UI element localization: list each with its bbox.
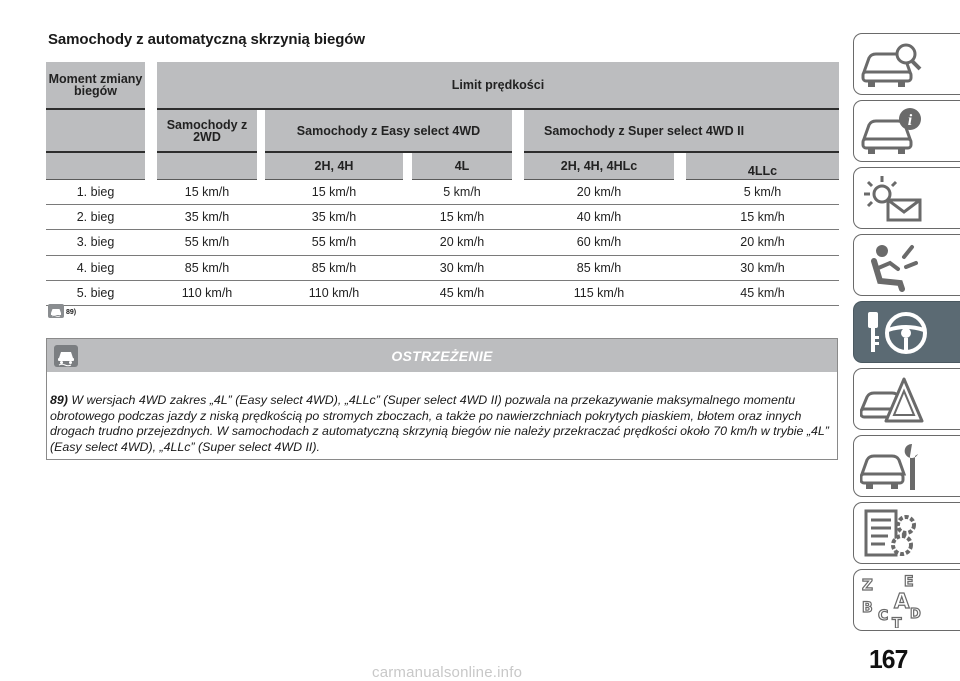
sidebar-tab-info[interactable] bbox=[853, 100, 960, 162]
sidebar-tab-starting-driving[interactable] bbox=[853, 301, 960, 363]
note-reference[interactable] bbox=[48, 304, 76, 318]
value-cell: 20 km/h bbox=[412, 230, 512, 255]
note-number: 89) bbox=[66, 309, 77, 316]
value-cell: 110 km/h bbox=[157, 280, 257, 305]
table-row bbox=[46, 255, 839, 280]
gear-cell: 3. bieg bbox=[46, 230, 145, 255]
sidebar-tab-technical-data[interactable] bbox=[853, 502, 960, 564]
value-cell: 35 km/h bbox=[157, 205, 257, 230]
warning-header bbox=[47, 339, 837, 372]
sub-super-2h4h4hlc: 2H, 4H, 4HLc bbox=[524, 152, 674, 180]
sidebar-tab-safety[interactable] bbox=[853, 234, 960, 296]
sidebar-tab-index[interactable] bbox=[853, 569, 960, 631]
warning-text bbox=[50, 393, 838, 455]
value-cell: 30 km/h bbox=[686, 255, 839, 280]
svg-text:E: E bbox=[904, 574, 914, 590]
table-row bbox=[46, 205, 839, 230]
svg-text:i: i bbox=[907, 112, 913, 129]
header-2wd: Samochody z 2WD bbox=[157, 109, 257, 152]
spec-sheet-gears-icon bbox=[860, 507, 924, 561]
svg-text:B: B bbox=[862, 600, 873, 616]
value-cell: 35 km/h bbox=[265, 205, 403, 230]
key-steering-wheel-icon bbox=[860, 306, 930, 360]
watermark[interactable]: carmanualsonline.info bbox=[372, 664, 523, 681]
value-cell: 20 km/h bbox=[686, 230, 839, 255]
value-cell: 20 km/h bbox=[524, 180, 674, 205]
svg-text:C: C bbox=[878, 608, 889, 624]
table-row bbox=[46, 230, 839, 255]
table-row bbox=[46, 280, 839, 305]
gear-cell: 1. bieg bbox=[46, 180, 145, 205]
value-cell: 110 km/h bbox=[265, 280, 403, 305]
sidebar-tab-dashboard[interactable] bbox=[853, 33, 960, 95]
value-cell: 115 km/h bbox=[524, 280, 674, 305]
sub-easy-4l: 4L bbox=[412, 152, 512, 180]
value-cell: 55 km/h bbox=[157, 230, 257, 255]
table-row bbox=[46, 180, 839, 205]
sidebar-tab-emergency[interactable] bbox=[853, 368, 960, 430]
svg-text:A: A bbox=[894, 589, 910, 613]
gear-cell: 2. bieg bbox=[46, 205, 145, 230]
value-cell: 45 km/h bbox=[412, 280, 512, 305]
page-number: 167 bbox=[869, 644, 908, 674]
value-cell: 85 km/h bbox=[157, 255, 257, 280]
value-cell: 5 km/h bbox=[686, 180, 839, 205]
page-title: Samochody z automatyczną skrzynią biegów bbox=[48, 31, 365, 48]
value-cell: 30 km/h bbox=[412, 255, 512, 280]
car-magnifier-icon bbox=[860, 38, 924, 92]
value-cell: 60 km/h bbox=[524, 230, 674, 255]
warning-body: W wersjach 4WD zakres „4L” (Easy select 4WD), „4LLc” (Super select 4WD II) pozwala na przekazywanie maksymalnego momentu obrotowego podczas jazdy z niską prędkością po stromych zboczach, a także po nawierzchniach pokrytych piaskiem, błotem oraz innych drogach trudno przejezdnych. W samochodach z automatyczną skrzynią biegów nie należy przekraczać prędkości około 70 km/h w trybie „4L” (Easy select 4WD), „4LLc” (Super select 4WD II). bbox=[50, 393, 829, 454]
gear-cell: 5. bieg bbox=[46, 280, 145, 305]
speed-limit-table bbox=[46, 62, 839, 306]
svg-text:Z: Z bbox=[862, 576, 873, 594]
warning-number: 89) bbox=[50, 393, 68, 407]
value-cell: 40 km/h bbox=[524, 205, 674, 230]
sub-easy-2h4h: 2H, 4H bbox=[265, 152, 403, 180]
car-wrench-icon bbox=[860, 440, 924, 494]
sidebar-tab-warning-lights[interactable] bbox=[853, 167, 960, 229]
value-cell: 15 km/h bbox=[412, 205, 512, 230]
warning-light-envelope-icon bbox=[860, 172, 924, 226]
header-moment: Moment zmiany biegów bbox=[46, 62, 145, 109]
alphabet-index-icon bbox=[860, 574, 924, 628]
sidebar-tab-maintenance[interactable] bbox=[853, 435, 960, 497]
header-easy-select: Samochody z Easy select 4WD bbox=[265, 109, 512, 152]
seat-airbag-icon bbox=[860, 239, 924, 293]
gear-cell: 4. bieg bbox=[46, 255, 145, 280]
header-super-select: Samochody z Super select 4WD II bbox=[524, 109, 839, 152]
svg-text:T: T bbox=[892, 616, 902, 628]
value-cell: 5 km/h bbox=[412, 180, 512, 205]
car-hazard-triangle-icon bbox=[860, 373, 924, 427]
warning-title: OSTRZEŻENIE bbox=[391, 348, 493, 364]
value-cell: 85 km/h bbox=[265, 255, 403, 280]
car-info-icon bbox=[860, 105, 924, 159]
value-cell: 15 km/h bbox=[686, 205, 839, 230]
sub-super-4llc: 4LLc bbox=[747, 164, 778, 178]
value-cell: 85 km/h bbox=[524, 255, 674, 280]
value-cell: 45 km/h bbox=[686, 280, 839, 305]
value-cell: 15 km/h bbox=[157, 180, 257, 205]
car-skid-warning-icon bbox=[48, 304, 64, 318]
value-cell: 15 km/h bbox=[265, 180, 403, 205]
header-limit: Limit prędkości bbox=[157, 62, 839, 109]
value-cell: 55 km/h bbox=[265, 230, 403, 255]
svg-text:D: D bbox=[910, 607, 921, 622]
